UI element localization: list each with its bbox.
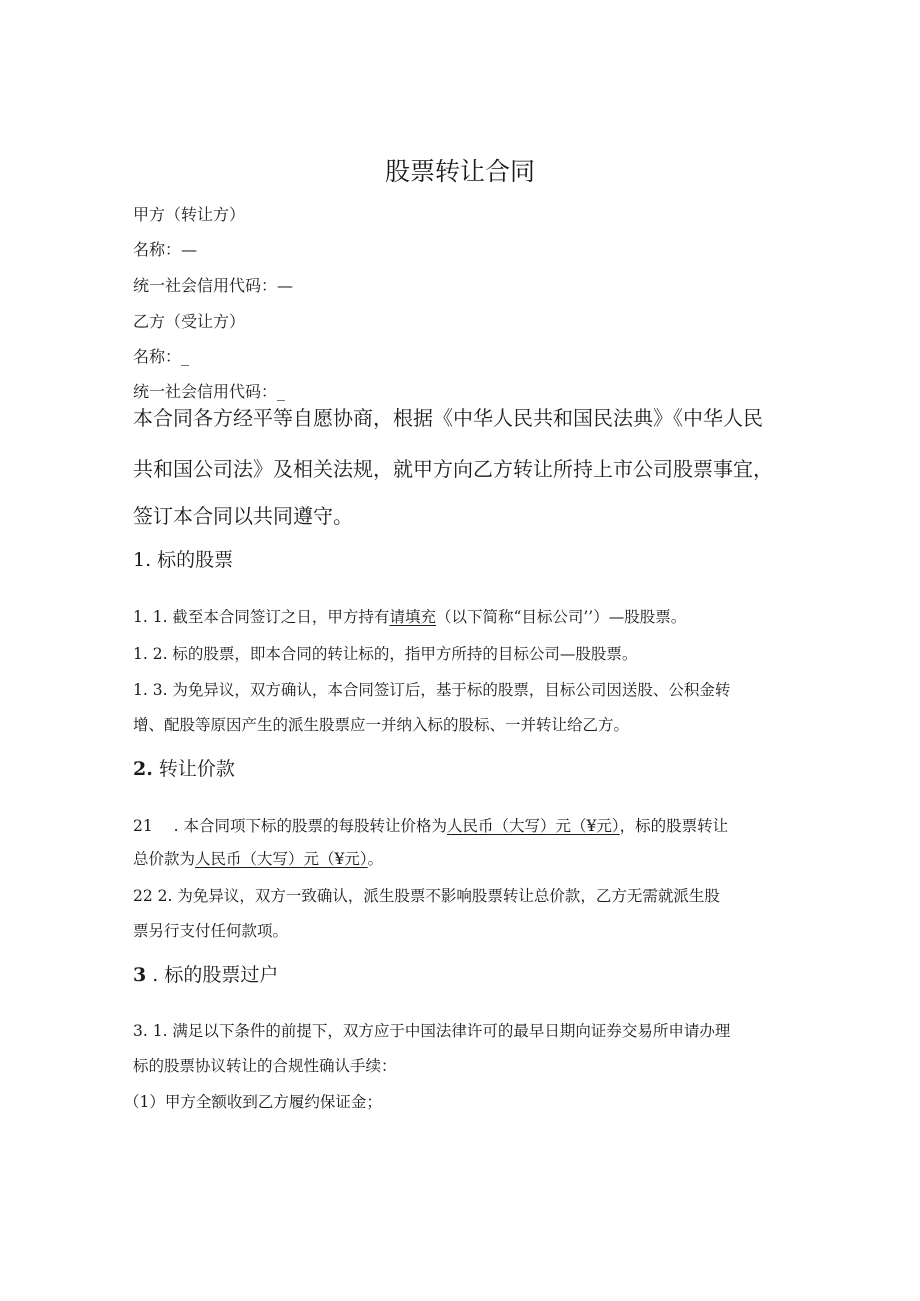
clause-2-1-text-mid: ，标的股票转让 (619, 817, 729, 835)
section-3-title: . 标的股票过户 (146, 964, 279, 986)
clause-2-1-line-1 (133, 815, 728, 837)
section-2-heading (133, 756, 235, 782)
clause-2-1-number: 21 (133, 817, 153, 835)
clause-3-1-line-1: 3. 1. 满足以下条件的前提下，双方应于中国法律许可的最早日期向证券交易所申请办理 (133, 1022, 731, 1040)
section-2-title: 转让价款 (158, 758, 235, 780)
section-2-number: 2. (133, 758, 153, 780)
condition-item-1: （1）甲方全额收到乙方履约保证金； (124, 1093, 382, 1111)
party-a-name: 名称：— (133, 240, 198, 259)
clause-1-1-text: 1. 1. 截至本合同签订之日，甲方持有 (133, 608, 390, 626)
intro-line-3: 签订本合同以共同遵守。 (133, 504, 353, 528)
party-b-heading: 乙方（受让方） (133, 312, 246, 331)
clause-2-1-total-label: 总价款为 (133, 850, 196, 868)
clause-1-1 (133, 606, 686, 628)
clause-2-1-end: 。 (367, 850, 384, 868)
document-title: 股票转让合同 (384, 157, 535, 186)
clause-2-2-line-1: 22 2. 为免异议，双方一致确认，派生股票不影响股票转让总价款，乙方无需就派生股 (133, 887, 720, 905)
clause-1-3-line-2: 增、配股等原因产生的派生股票应一并纳入标的股标、一并转让给乙方。 (133, 716, 630, 734)
target-company-fill: 请填充 (389, 608, 436, 626)
clause-3-1-line-2: 标的股票协议转让的合规性确认手续： (133, 1057, 397, 1075)
total-price-fill: 人民币（大写）元（¥元） (195, 850, 368, 868)
intro-line-2: 共和国公司法》及相关法规，就甲方向乙方转让所持上市公司股票事宜， (133, 457, 773, 481)
intro-line-1: 本合同各方经平等自愿协商，根据《中华人民共和国民法典》《中华人民 (133, 406, 763, 430)
clause-2-1-text: . 本合同项下标的股票的每股转让价格为 (168, 817, 448, 835)
section-3-heading (133, 962, 278, 988)
clause-2-2-line-2: 票另行支付任何款项。 (133, 922, 289, 940)
party-a-heading: 甲方（转让方） (133, 205, 246, 224)
clause-1-1-text-end: （以下简称“目标公司’’）—股股票。 (435, 608, 687, 626)
party-b-name: 名称：_ (133, 347, 190, 366)
party-b-credit-code: 统一社会信用代码：_ (133, 382, 286, 401)
unit-price-fill: 人民币（大写）元（¥元） (447, 817, 620, 835)
section-1-heading: 1. 标的股票 (133, 549, 234, 571)
clause-2-1-line-2 (133, 848, 383, 870)
clause-1-2: 1. 2. 标的股票，即本合同的转让标的，指甲方所持的目标公司—股股票。 (133, 645, 638, 663)
clause-1-3-line-1: 1. 3. 为免异议，双方确认，本合同签订后，基于标的股票，目标公司因送股、公积金转 (133, 681, 731, 699)
section-3-number: 3 (133, 964, 147, 986)
party-a-credit-code: 统一社会信用代码：— (133, 276, 294, 295)
